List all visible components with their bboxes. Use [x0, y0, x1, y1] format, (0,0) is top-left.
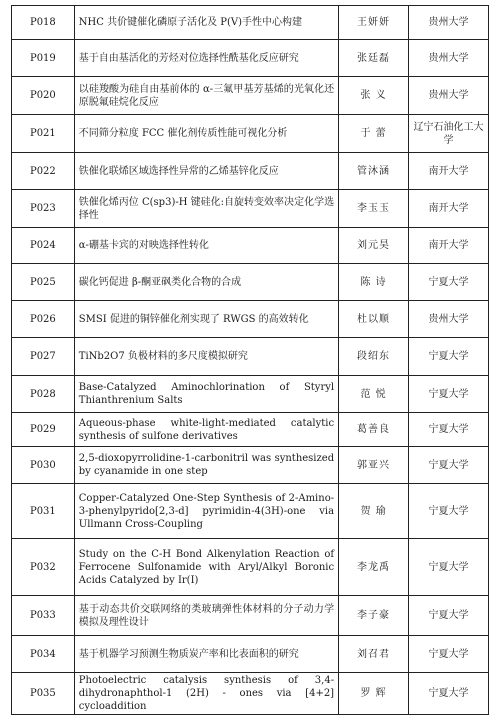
poster-title: 基于机器学习预测生物质炭产率和比表面积的研究	[74, 636, 338, 673]
poster-author: 葛善良	[339, 413, 409, 447]
poster-title: α-硼基卡宾的对映选择性转化	[74, 228, 338, 264]
poster-author: 郭亚兴	[339, 447, 409, 484]
poster-university: 宁夏大学	[408, 338, 488, 376]
poster-id: P024	[12, 228, 75, 264]
poster-title: 以硅羧酸为硅自由基前体的 α-三氟甲基芳基烯的光氧化还原脱氟硅烷化反应	[74, 77, 338, 115]
poster-id: P018	[12, 6, 75, 40]
poster-university: 宁夏大学	[408, 636, 488, 673]
poster-author: 管沐涵	[339, 153, 409, 190]
poster-id: P031	[12, 484, 75, 539]
poster-author: 贺 瑜	[339, 484, 409, 539]
poster-university: 宁夏大学	[408, 447, 488, 484]
poster-title: 铁催化烯丙位 C(sp3)-H 键硅化:自旋转变效率决定化学选择性	[74, 190, 338, 228]
table-row	[12, 115, 489, 153]
poster-university: 宁夏大学	[408, 596, 488, 636]
poster-title: TiNb2O7 负极材料的多尺度模拟研究	[74, 338, 338, 376]
table-row	[12, 376, 489, 413]
poster-id: P035	[12, 673, 75, 715]
poster-title: Aqueous-phase white-light-mediated catalytic synthesis of sulfone derivatives	[74, 413, 338, 447]
poster-university: 宁夏大学	[408, 484, 488, 539]
poster-id: P028	[12, 376, 75, 413]
poster-university: 南开大学	[408, 228, 488, 264]
poster-id: P030	[12, 447, 75, 484]
poster-id: P019	[12, 40, 75, 77]
poster-university: 南开大学	[408, 190, 488, 228]
poster-title: 碳化钙促进 β-酮亚砜类化合物的合成	[74, 264, 338, 301]
poster-author: 王妍妍	[339, 6, 409, 40]
poster-author: 李子豪	[339, 596, 409, 636]
poster-id: P023	[12, 190, 75, 228]
poster-university: 宁夏大学	[408, 264, 488, 301]
table-row	[12, 228, 489, 264]
poster-university: 南开大学	[408, 153, 488, 190]
poster-title: 2,5-dioxopyrrolidine-1-carbonitril was synthesized by cyanamide in one step	[74, 447, 338, 484]
poster-id: P029	[12, 413, 75, 447]
poster-author: 李玉玉	[339, 190, 409, 228]
poster-author: 范 悦	[339, 376, 409, 413]
poster-id: P032	[12, 539, 75, 596]
table-row	[12, 413, 489, 447]
poster-program-table	[11, 5, 489, 715]
poster-title: NHC 共价键催化磷原子活化及 P(V)手性中心构建	[74, 6, 338, 40]
table-row	[12, 77, 489, 115]
poster-title: Study on the C-H Bond Alkenylation Reaction of Ferrocene Sulfonamide with Aryl/Alkyl Boronic Acids Catalyzed by Ir(I)	[74, 539, 338, 596]
poster-id: P033	[12, 596, 75, 636]
poster-university: 贵州大学	[408, 77, 488, 115]
table-row	[12, 539, 489, 596]
poster-id: P027	[12, 338, 75, 376]
table-row	[12, 40, 489, 77]
poster-id: P025	[12, 264, 75, 301]
poster-author: 张廷磊	[339, 40, 409, 77]
table-row	[12, 447, 489, 484]
table-row	[12, 6, 489, 40]
poster-university: 辽宁石油化工大学	[408, 115, 488, 153]
poster-university: 宁夏大学	[408, 539, 488, 596]
table-row	[12, 338, 489, 376]
table-row	[12, 636, 489, 673]
poster-title: 基于动态共价交联网络的类玻璃弹性体材料的分子动力学模拟及理性设计	[74, 596, 338, 636]
poster-id: P034	[12, 636, 75, 673]
poster-author: 杜以顺	[339, 301, 409, 338]
poster-title: Copper-Catalyzed One-Step Synthesis of 2-Amino-3-phenylpyrido[2,3-d] pyrimidin-4(3H)-one via Ullmann Cross-Coupling	[74, 484, 338, 539]
poster-title: Base-Catalyzed Aminochlorination of Styryl Thianthrenium Salts	[74, 376, 338, 413]
poster-author: 张 义	[339, 77, 409, 115]
poster-id: P026	[12, 301, 75, 338]
poster-id: P022	[12, 153, 75, 190]
poster-author: 罗 辉	[339, 673, 409, 715]
poster-university: 宁夏大学	[408, 376, 488, 413]
table-row	[12, 264, 489, 301]
poster-title: Photoelectric catalysis synthesis of 3,4-dihydronaphthol-1 (2H) - ones via [4+2] cycloaddition	[74, 673, 338, 715]
poster-title: SMSI 促进的铜锌催化剂实现了 RWGS 的高效转化	[74, 301, 338, 338]
table-row	[12, 301, 489, 338]
poster-title: 铁催化联烯区域选择性异常的乙烯基锌化反应	[74, 153, 338, 190]
poster-author: 陈 诗	[339, 264, 409, 301]
poster-university: 宁夏大学	[408, 413, 488, 447]
table-row	[12, 153, 489, 190]
poster-author: 刘召君	[339, 636, 409, 673]
table-row	[12, 190, 489, 228]
poster-author: 于 蕾	[339, 115, 409, 153]
table-row	[12, 673, 489, 715]
poster-university: 贵州大学	[408, 301, 488, 338]
poster-title: 基于自由基活化的芳烃对位选择性酰基化反应研究	[74, 40, 338, 77]
poster-author: 刘元昊	[339, 228, 409, 264]
poster-author: 段绍东	[339, 338, 409, 376]
table-row	[12, 596, 489, 636]
poster-university: 宁夏大学	[408, 673, 488, 715]
poster-university: 贵州大学	[408, 6, 488, 40]
poster-id: P020	[12, 77, 75, 115]
table-row	[12, 484, 489, 539]
poster-author: 李龙禹	[339, 539, 409, 596]
poster-id: P021	[12, 115, 75, 153]
poster-university: 贵州大学	[408, 40, 488, 77]
poster-title: 不同筛分粒度 FCC 催化剂传质性能可视化分析	[74, 115, 338, 153]
